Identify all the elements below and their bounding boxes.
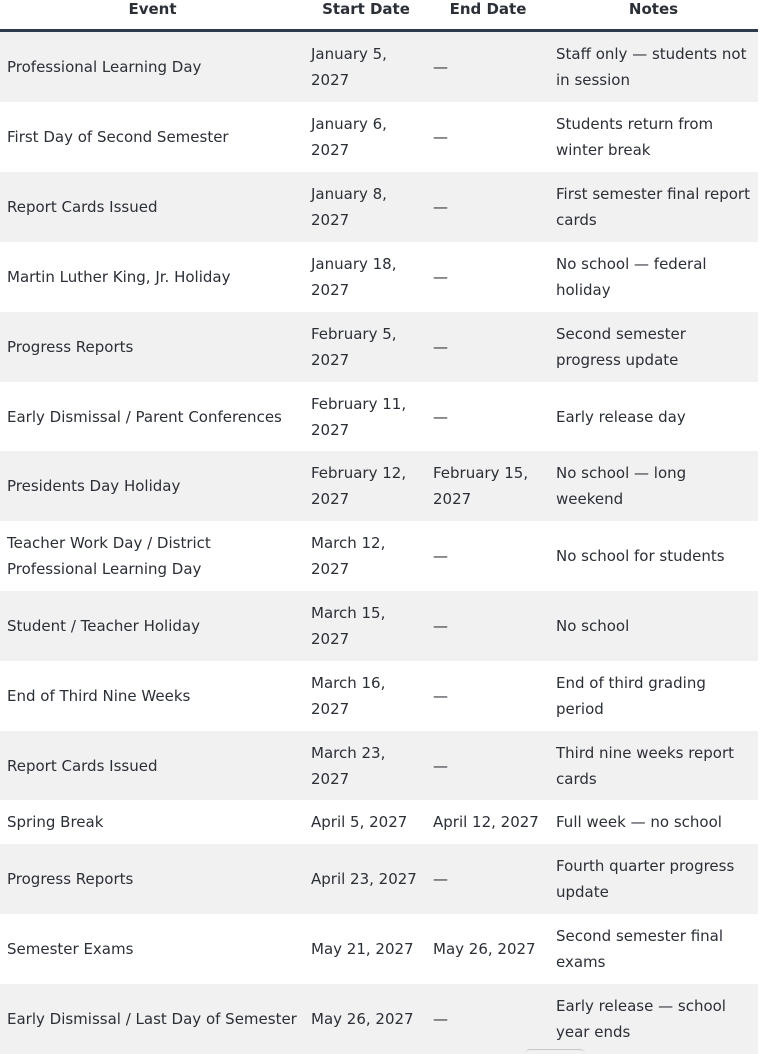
cell-end-date: — [433, 58, 448, 76]
table-row [0, 800, 758, 844]
cell-notes: Full week — no school [556, 813, 722, 831]
cell-end-date: April 12, 2027 [433, 813, 539, 831]
cell-end-date: — [433, 407, 448, 426]
cell-event: Teacher Work Day / District Professional Learning Day [7, 534, 211, 578]
cell-end-date: February 15, 2027 [433, 464, 529, 508]
cell-event: Presidents Day Holiday [7, 477, 181, 495]
cell-event: Early Dismissal / Last Day of Semester [7, 1010, 297, 1028]
cell-notes: End of third grading period [556, 674, 706, 718]
table-row [0, 312, 758, 382]
cell-event: Student / Teacher Holiday [7, 617, 200, 635]
cell-start-date: May 21, 2027 [311, 940, 414, 958]
table-row [0, 451, 758, 521]
header-event: Event [128, 0, 177, 18]
cell-event: Martin Luther King, Jr. Holiday [7, 268, 231, 286]
table-row [0, 984, 758, 1054]
cell-notes: Students return from winter break [556, 115, 714, 159]
cell-event: Early Dismissal / Parent Conferences [7, 407, 282, 426]
cell-notes: First semester final report cards [556, 185, 750, 229]
cell-event: Professional Learning Day [7, 58, 202, 76]
table-row [0, 914, 758, 984]
cell-end-date: — [433, 870, 448, 888]
table-row [0, 521, 758, 591]
table-row [0, 32, 758, 102]
cell-start-date: February 5, 2027 [311, 325, 397, 369]
cell-notes: Staff only — students not in session [556, 45, 747, 89]
cell-notes: No school — long weekend [556, 464, 687, 508]
table-row [0, 661, 758, 731]
cell-end-date: — [433, 128, 448, 146]
cell-end-date: — [433, 338, 448, 356]
table-row [0, 591, 758, 661]
cell-start-date: January 5, 2027 [311, 45, 387, 89]
cell-event: First Day of Second Semester [7, 128, 229, 146]
table-row [0, 731, 758, 800]
cell-notes: No school — federal holiday [556, 255, 707, 299]
header-end-date: End Date [449, 0, 527, 18]
table-row [0, 242, 758, 312]
cell-event: Progress Reports [7, 338, 134, 356]
cell-end-date: — [433, 547, 448, 565]
cell-event: Semester Exams [7, 940, 134, 958]
cell-event: End of Third Nine Weeks [7, 687, 191, 705]
table-row [0, 844, 758, 914]
cell-start-date: February 11, 2027 [311, 394, 407, 439]
cell-start-date: March 12, 2027 [311, 534, 386, 578]
cell-event: Report Cards Issued [7, 198, 158, 216]
cell-start-date: March 15, 2027 [311, 604, 386, 648]
header-notes: Notes [628, 0, 679, 18]
table-row [0, 102, 758, 172]
cell-end-date: May 26, 2027 [433, 940, 536, 958]
cell-notes: Third nine weeks report cards [556, 743, 735, 788]
cell-start-date: March 16, 2027 [311, 674, 386, 718]
cell-end-date: — [433, 268, 448, 286]
cell-start-date: February 12, 2027 [311, 464, 407, 508]
cell-start-date: April 23, 2027 [311, 870, 417, 888]
cell-start-date: January 18, 2027 [311, 255, 397, 299]
cell-notes: No school for students [556, 547, 725, 565]
cell-end-date: — [433, 756, 448, 775]
cell-end-date: — [433, 1010, 448, 1028]
table-row [0, 172, 758, 242]
cell-notes: Early release — school year ends [556, 997, 726, 1041]
cell-notes: Second semester progress update [556, 325, 686, 369]
cell-start-date: April 5, 2027 [311, 813, 408, 831]
table-header [0, 0, 758, 32]
cell-end-date: — [433, 198, 448, 216]
cell-event: Progress Reports [7, 870, 134, 888]
cell-notes: Early release day [556, 407, 686, 426]
cell-event: Spring Break [7, 813, 104, 831]
cell-start-date: May 26, 2027 [311, 1010, 414, 1028]
cell-notes: No school [556, 617, 630, 635]
cell-start-date: January 6, 2027 [311, 115, 387, 159]
header-start-date: Start Date [322, 0, 410, 18]
cell-notes: Second semester final exams [556, 927, 724, 971]
table-row [0, 382, 758, 451]
cell-end-date: — [433, 617, 448, 635]
cell-end-date: — [433, 687, 448, 705]
cell-event: Report Cards Issued [7, 756, 158, 775]
cell-notes: Fourth quarter progress update [556, 857, 735, 901]
cell-start-date: January 8, 2027 [311, 185, 387, 229]
cell-start-date: March 23, 2027 [311, 743, 386, 788]
